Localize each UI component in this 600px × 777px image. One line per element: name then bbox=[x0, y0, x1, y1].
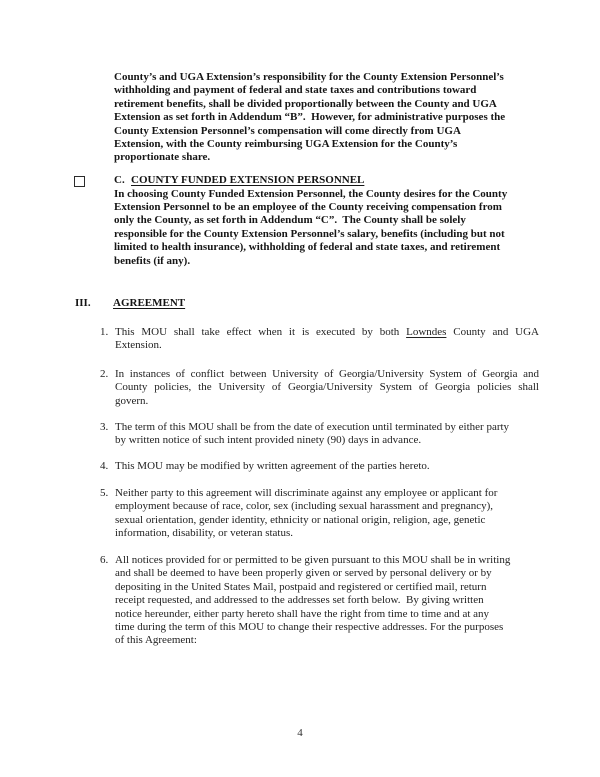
agreement-numeral: III. bbox=[75, 297, 91, 309]
page-number: 4 bbox=[297, 727, 303, 739]
item-2-text: In instances of conflict between University of Georgia/University System of Georgia and County policies, the University of Georgia/University System of Georgia policies shall govern. bbox=[115, 368, 539, 407]
item-1-text-post: County and UGA bbox=[446, 326, 539, 338]
agreement-item-2 bbox=[100, 368, 539, 408]
section-c-checkbox[interactable] bbox=[74, 176, 85, 187]
agreement-item-3 bbox=[100, 421, 539, 448]
item-6-number: 6. bbox=[100, 554, 109, 566]
item-1-line-1 bbox=[115, 326, 539, 339]
item-5-number: 5. bbox=[100, 487, 109, 499]
agreement-item-6 bbox=[100, 554, 539, 648]
item-1-text bbox=[115, 326, 539, 353]
section-b-continuation-paragraph: County’s and UGA Extension’s responsibility for the County Extension Personnel’s withholding and payment of federal and state taxes and contributions toward retirement benefits, shall be divided proportionally between the County and UGA Extension as set forth in Addendum “B”. However, for administrative purposes the County Extension Personnel’s compensation will come directly from UGA Extension, with the County reimbursing UGA Extension for the County’s proportionate share. bbox=[114, 71, 506, 164]
agreement-heading bbox=[75, 297, 185, 310]
item-4-number: 4. bbox=[100, 460, 109, 472]
item-6-text: All notices provided for or permitted to be given pursuant to this MOU shall be in writing and shall be deemed to have been properly given or served by personal delivery or by depositing in the United States Mail, postpaid and registered or certified mail, return receipt requested, and addressed to the addresses set forth below. By giving written notice hereunder, either party hereto shall have the right from time to time and at any time during the term of this MOU to change their respective addresses. For the purposes of this Agreement: bbox=[115, 554, 511, 647]
item-4-text: This MOU may be modified by written agreement of the parties hereto. bbox=[115, 460, 430, 472]
item-1-number: 1. bbox=[100, 326, 109, 338]
section-c-title: COUNTY FUNDED EXTENSION PERSONNEL bbox=[131, 174, 365, 186]
section-c-paragraph: In choosing County Funded Extension Personnel, the County desires for the County Extension Personnel to be an employee of the County receiving compensation from only the County, as set forth in Addendum “C”. The County shall be solely responsible for the County Extension Personnel’s salary, benefits (including but not limited to health insurance), withholding of federal and state taxes, and retirement benefits (if any). bbox=[114, 187, 508, 267]
agreement-item-4 bbox=[100, 460, 539, 473]
item-3-text: The term of this MOU shall be from the date of execution until terminated by either party by written notice of such intent provided ninety (90) days in advance. bbox=[115, 421, 510, 447]
item-5-text: Neither party to this agreement will discriminate against any employee or applicant for employment because of race, color, sex (including sexual harassment and pregnancy), sexual orientation, gender identity, ethnicity or national origin, religion, age, genetic information, disability, or veteran status. bbox=[115, 487, 498, 540]
agreement-title: AGREEMENT bbox=[113, 297, 186, 309]
item-1-county-name: Lowndes bbox=[406, 326, 447, 338]
agreement-item-5 bbox=[100, 487, 539, 541]
item-2-number: 2. bbox=[100, 368, 109, 380]
item-3-number: 3. bbox=[100, 421, 109, 433]
section-c-letter: C. bbox=[114, 174, 125, 186]
item-1-line-2: Extension. bbox=[115, 339, 162, 352]
agreement-item-1 bbox=[100, 326, 539, 353]
section-c-heading bbox=[114, 174, 364, 187]
item-1-text-pre: This MOU shall take effect when it is executed by both bbox=[115, 326, 407, 338]
